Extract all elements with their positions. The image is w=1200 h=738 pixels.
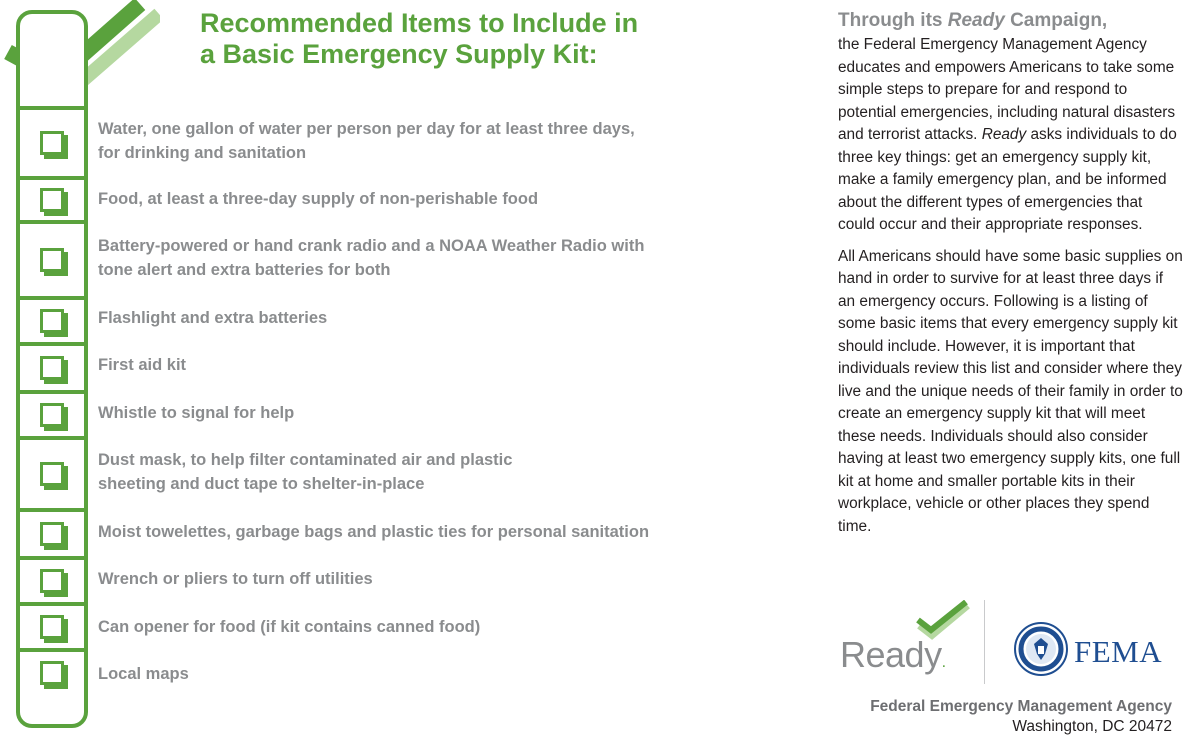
item-text: tone alert and extra batteries for both bbox=[98, 261, 391, 279]
checklist-item bbox=[98, 662, 788, 686]
checkbox[interactable] bbox=[20, 224, 84, 296]
ready-logo: Ready. bbox=[840, 634, 946, 675]
checkbox[interactable] bbox=[20, 652, 84, 694]
checkbox[interactable] bbox=[20, 606, 84, 648]
checkbox-square-icon bbox=[40, 309, 64, 333]
item-text: sheeting and duct tape to shelter-in-place bbox=[98, 475, 425, 493]
checkbox-square-icon bbox=[40, 569, 64, 593]
checkbox-square-icon bbox=[40, 462, 64, 486]
checklist-item bbox=[98, 567, 788, 591]
checklist-item bbox=[98, 401, 788, 425]
para-text: asks individuals to do three key things: get an emergency supply kit, make a family emergency plan, and be informed about the different types of emergencies that could occur and their appropriate responses. bbox=[838, 126, 1177, 233]
checkbox[interactable] bbox=[20, 110, 84, 176]
paragraph-supplies: All Americans should have some basic supplies on hand in order to survive for at least three days if an emergency occurs. Following is a listing of some basic items that every emergency supply kit should include. However, it is important that individuals review this list and consider where they live and the unique needs of their family in order to create an emergency supply kit that will meet these needs. Individuals should also consider having at least two emergency supply kits, one full kit at home and smaller portable kits in their workplace, vehicle or other places they spend time. bbox=[838, 247, 1183, 535]
checkbox-square-icon bbox=[40, 661, 64, 685]
campaign-heading bbox=[838, 8, 1183, 34]
para-text: the Federal Emergency Management Agency educates and empowers Americans to take some simple steps to prepare for and respond to potential emergencies, including natural disasters and terrorist attacks. bbox=[838, 36, 1176, 143]
checklist-item bbox=[98, 117, 788, 165]
item-text: Moist towelettes, garbage bags and plastic ties for personal sanitation bbox=[98, 523, 650, 541]
item-text: Battery-powered or hand crank radio and a NOAA Weather Radio with bbox=[98, 237, 645, 255]
checkbox[interactable] bbox=[20, 560, 84, 602]
item-text: Whistle to signal for help bbox=[98, 404, 295, 422]
logo-divider bbox=[984, 600, 985, 684]
agency-name: Federal Emergency Management Agency bbox=[870, 698, 1172, 715]
checklist-item bbox=[98, 520, 788, 544]
checkbox-square-icon bbox=[40, 188, 64, 212]
heading-suffix: Campaign, bbox=[1004, 10, 1108, 31]
item-text: Water, one gallon of water per person per day for at least three days, bbox=[98, 120, 635, 138]
item-text: Local maps bbox=[98, 665, 189, 683]
checklist-item bbox=[98, 306, 788, 330]
checkbox[interactable] bbox=[20, 346, 84, 390]
logos bbox=[838, 598, 1183, 688]
title-line-1: Recommended Items to Include in bbox=[200, 8, 639, 38]
checkbox-square-icon bbox=[40, 403, 64, 427]
checklist-item bbox=[98, 187, 788, 211]
item-text: First aid kit bbox=[98, 356, 187, 374]
checkbox-square-icon bbox=[40, 356, 64, 380]
checklist-item bbox=[98, 353, 788, 377]
checkbox-square-icon bbox=[40, 248, 64, 272]
item-text: Food, at least a three-day supply of non-perishable food bbox=[98, 190, 539, 208]
checklist-item bbox=[98, 615, 788, 639]
heading-prefix: Through its bbox=[838, 10, 948, 31]
agency-address: Washington, DC 20472 bbox=[1012, 718, 1172, 735]
item-text: for drinking and sanitation bbox=[98, 144, 307, 162]
paragraph-intro bbox=[838, 34, 1183, 237]
agency-footer bbox=[838, 697, 1172, 737]
fema-logo: FEMA bbox=[1074, 634, 1163, 669]
dhs-seal-icon bbox=[1014, 622, 1068, 676]
para-ready: Ready bbox=[981, 126, 1027, 143]
checklist-item bbox=[98, 234, 788, 282]
checkbox-square-icon bbox=[40, 131, 64, 155]
checkbox[interactable] bbox=[20, 300, 84, 342]
checklist-rail bbox=[16, 10, 88, 728]
checkbox[interactable] bbox=[20, 394, 84, 436]
checkbox-square-icon bbox=[40, 522, 64, 546]
title-line-2: a Basic Emergency Supply Kit: bbox=[200, 39, 598, 69]
item-text: Dust mask, to help filter contaminated air and plastic bbox=[98, 451, 513, 469]
checkbox[interactable] bbox=[20, 440, 84, 508]
item-text: Wrench or pliers to turn off utilities bbox=[98, 570, 373, 588]
item-text: Can opener for food (if kit contains canned food) bbox=[98, 618, 481, 636]
checkbox[interactable] bbox=[20, 180, 84, 220]
heading-ready: Ready bbox=[947, 10, 1005, 31]
campaign-description bbox=[838, 8, 1183, 547]
checkbox[interactable] bbox=[20, 512, 84, 556]
checklist-item bbox=[98, 448, 788, 496]
page-title bbox=[200, 8, 760, 70]
item-text: Flashlight and extra batteries bbox=[98, 309, 328, 327]
checkbox-square-icon bbox=[40, 615, 64, 639]
